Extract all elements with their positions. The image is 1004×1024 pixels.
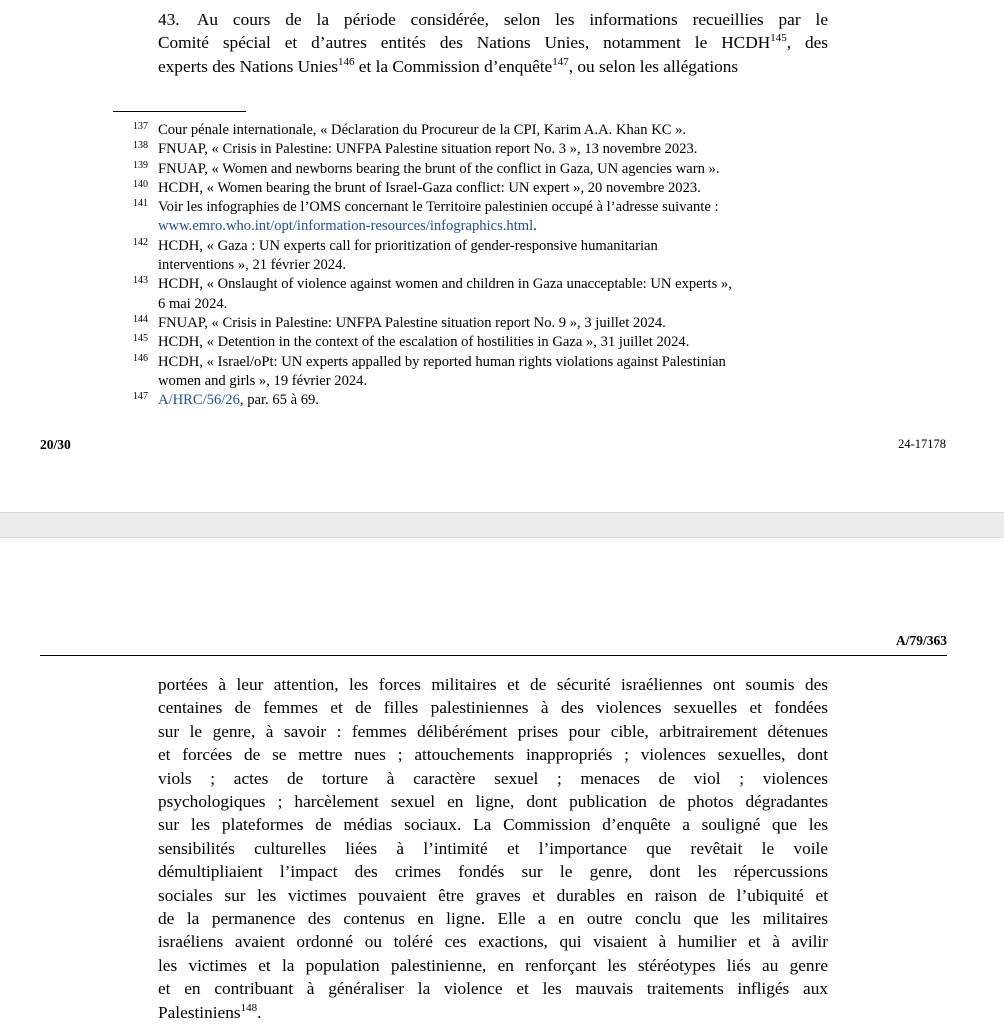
- footnote-number: 141: [133, 198, 148, 210]
- document-id: 24-17178: [898, 437, 946, 451]
- footnote-text: Voir les infographies de l’OMS concernant le Territoire palestinien occupé à l’adresse suivante : www.emro.who.int/opt/information-resources/infographics.html.: [158, 199, 719, 235]
- paragraph-43-start: [158, 8, 828, 78]
- document-symbol: A/79/363: [895, 633, 947, 648]
- footnote-146: [113, 353, 833, 392]
- text-line: sur le genre, à savoir : femmes délibérément prises pour cible, arbitrairement détenues: [158, 721, 828, 741]
- text-line: et forcées de se mettre nues ; attouchements inappropriés ; violences sexuelles, dont: [158, 745, 828, 765]
- text-line: sociales sur les victimes pouvaient être graves et durables en raison de l’ubiquité et: [158, 885, 828, 905]
- header-rule: [40, 655, 947, 656]
- text-line: 43. Au cours de la période considérée, selon les informations recueillies par le: [158, 10, 828, 29]
- text-line: sensibilités culturelles liées à l’intimité et l’importance que revêtait le voile: [158, 838, 828, 858]
- footnote-text: FNUAP, « Crisis in Palestine: UNFPA Palestine situation report No. 3 », 13 novembre 2023.: [158, 141, 698, 158]
- footnote-143: [113, 275, 833, 314]
- footnote-number: 145: [133, 333, 148, 345]
- footnote-link[interactable]: A/HRC/56/26: [158, 392, 240, 409]
- paragraph-43-continued: [158, 673, 828, 1024]
- footnote-text: A/HRC/56/26, par. 65 à 69.: [158, 392, 319, 409]
- text-line: Palestiniens$^{148}$.: [158, 1001, 262, 1022]
- footnote-text: Cour pénale internationale, « Déclaration du Procureur de la CPI, Karim A.A. Khan KC ».: [158, 122, 687, 138]
- text-line: Comité spécial et d’autres entités des Nations Unies, notamment le HCDH$^{145}$, des: [158, 32, 828, 53]
- page-gap: [0, 512, 1004, 538]
- footnote-separator: [113, 111, 246, 112]
- footnote-number: 140: [133, 178, 148, 190]
- text-line: sur les plateformes de médias sociaux. La Commission d’enquête a souligné que les: [158, 815, 828, 835]
- text-line: viols ; actes de torture à caractère sexuel ; menaces de viol ; violences: [158, 768, 828, 788]
- footnote-137: [113, 121, 833, 140]
- footnote-145: [113, 333, 833, 352]
- footnote-number: 144: [133, 313, 148, 325]
- footnote-140: [113, 179, 833, 198]
- footnote-number: 147: [133, 391, 148, 403]
- footnote-147: [113, 391, 833, 410]
- footnote-138: [113, 140, 833, 159]
- page-20: [0, 0, 1004, 510]
- footnote-text: HCDH, « Onslaught of violence against women and children in Gaza unacceptable: UN experts », 6 mai 2024.: [158, 276, 732, 312]
- footnote-number: 146: [133, 352, 148, 364]
- footnotes: [113, 121, 833, 410]
- footnote-text: HCDH, « Israel/oPt: UN experts appalled by reported human rights violations against Palestinian women and girls », 19 février 2024.: [158, 353, 726, 389]
- text-line: portées à leur attention, les forces militaires et de sécurité israéliennes ont soumis des: [158, 675, 828, 694]
- footnote-link[interactable]: www.emro.who.int/opt/information-resources/infographics.html: [158, 218, 534, 235]
- text-line: psychologiques ; harcèlement sexuel en ligne, dont publication de photos dégradantes: [158, 792, 828, 812]
- text-line: israéliens avaient ordonné ou toléré ces exactions, qui visaient à humilier et à avilir: [158, 932, 828, 952]
- footnote-141: [113, 198, 833, 237]
- footnote-number: 143: [133, 275, 148, 287]
- footnote-139: [113, 160, 833, 179]
- footnote-number: 139: [133, 159, 148, 171]
- footnote-text: HCDH, « Gaza : UN experts call for prioritization of gender-responsive humanitarian interventions », 21 février 2024.: [158, 237, 658, 274]
- text-line: de la permanence des contenus en ligne. Elle a en outre conclu que les militaires: [158, 909, 828, 929]
- footnote-reference[interactable]: 148: [240, 1001, 258, 1014]
- footnote-text: FNUAP, « Crisis in Palestine: UNFPA Palestine situation report No. 9 », 3 juillet 2024.: [158, 314, 666, 331]
- page-number: 20/30: [40, 437, 71, 452]
- footnote-text: HCDH, « Women bearing the brunt of Israel-Gaza conflict: UN expert », 20 novembre 2023.: [158, 179, 701, 196]
- text-line: experts des Nations Unies$^{146}$ et la Commission d’enquête$^{147}$, ou selon les allégations: [158, 56, 739, 76]
- footnote-reference[interactable]: 146: [337, 56, 355, 69]
- footnote-number: 142: [133, 236, 148, 248]
- footnote-144: [113, 314, 833, 333]
- footnote-text: FNUAP, « Women and newborns bearing the brunt of the conflict in Gaza, UN agencies warn ».: [158, 160, 720, 177]
- footnote-reference[interactable]: 145: [770, 32, 787, 45]
- footnote-number: 137: [133, 121, 148, 132]
- footnote-reference[interactable]: 147: [552, 56, 569, 69]
- footnote-number: 138: [133, 140, 148, 152]
- footnote-142: [113, 237, 833, 276]
- page-21: [0, 538, 1004, 1022]
- text-line: les victimes et la population palestinienne, en renforçant les stéréotypes liés au genre: [158, 955, 828, 975]
- text-line: démultipliaient l’impact des crimes fondés sur le genre, dont les répercussions: [158, 862, 828, 882]
- text-line: et en contribuant à généraliser la violence et les mauvais traitements infligés aux: [158, 979, 828, 999]
- text-line: centaines de femmes et de filles palestiniennes à des violences sexuelles et fondées: [158, 698, 828, 718]
- footnote-text: HCDH, « Detention in the context of the escalation of hostilities in Gaza », 31 juillet 2024.: [158, 334, 690, 351]
